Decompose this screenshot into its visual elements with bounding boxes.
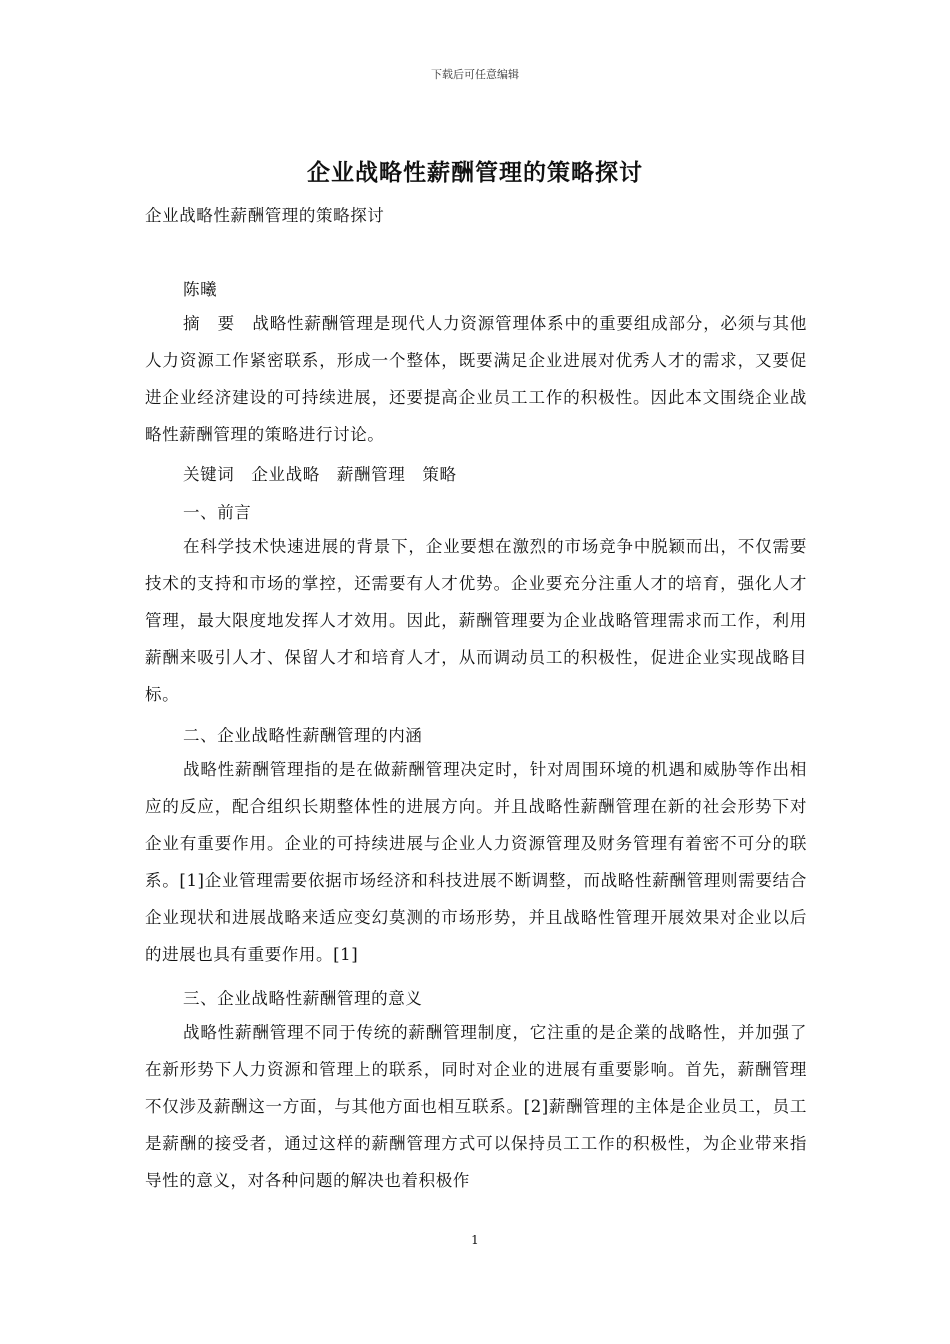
section-body-significance: 战略性薪酬管理不同于传统的薪酬管理制度，它注重的是企業的战略性，并加强了在新形势下人力资源和管理上的联系，同时对企业的进展有重要影响。首先，薪酬管理不仅涉及薪酬这一方面，与其他方面也相互联系。[2]薪酬管理的主体是企业员工，员工是薪酬的接受者，通过这样的薪酬管理方式可以保持员工工作的积极性，为企业带来指导性的意义，对各种问题的解决也着积极作 xyxy=(145,1023,807,1190)
section-body-intro: 在科学技术快速进展的背景下，企业要想在激烈的市场竞争中脱颖而出，不仅需要技术的支持和市场的掌控，还需要有人才优势。企业要充分注重人才的培育，强化人才管理，最大限度地发挥人才效用。因此，薪酬管理要为企业战略管理需求而工作，利用薪酬来吸引人才、保留人才和培育人才，从而调动员工的积极性，促进企业实现战略目标。 xyxy=(145,537,807,704)
page-header-note: 下载后可任意编辑 xyxy=(431,68,519,81)
abstract-paragraph: 摘 要 战略性薪酬管理是现代人力资源管理体系中的重要组成部分，必须与其他人力资源工作紧密联系，形成一个整体，既要满足企业进展对优秀人才的需求，又要促进企业经济建设的可持续进展，还要提高企业员工工作的积极性。因此本文围绕企业战略性薪酬管理的策略进行讨论。 xyxy=(145,314,807,444)
page-number: 1 xyxy=(471,1233,479,1247)
document-subtitle: 企业战略性薪酬管理的策略探讨 xyxy=(145,206,385,225)
section-heading-intro: 一、前言 xyxy=(183,503,252,522)
section-heading-connotation: 二、企业战略性薪酬管理的内涵 xyxy=(183,726,423,745)
author-name: 陈曦 xyxy=(183,280,218,299)
section-heading-significance: 三、企业战略性薪酬管理的意义 xyxy=(183,989,423,1008)
section-body-connotation: 战略性薪酬管理指的是在做薪酬管理决定时，针对周围环境的机遇和威胁等作出相应的反应，配合组织长期整体性的进展方向。并且战略性薪酬管理在新的社会形势下对企业有重要作用。企业的可持续进展与企业人力资源管理及财务管理有着密不可分的联系。[1]企业管理需要依据市场经济和科技进展不断调整，而战略性薪酬管理则需要结合企业现状和进展战略来适应变幻莫测的市场形势，并且战略性管理开展效果对企业以后的进展也具有重要作用。[1] xyxy=(145,760,807,964)
document-title: 企业战略性薪酬管理的策略探讨 xyxy=(307,159,643,186)
keywords-line: 关键词 企业战略 薪酬管理 策略 xyxy=(183,465,457,484)
